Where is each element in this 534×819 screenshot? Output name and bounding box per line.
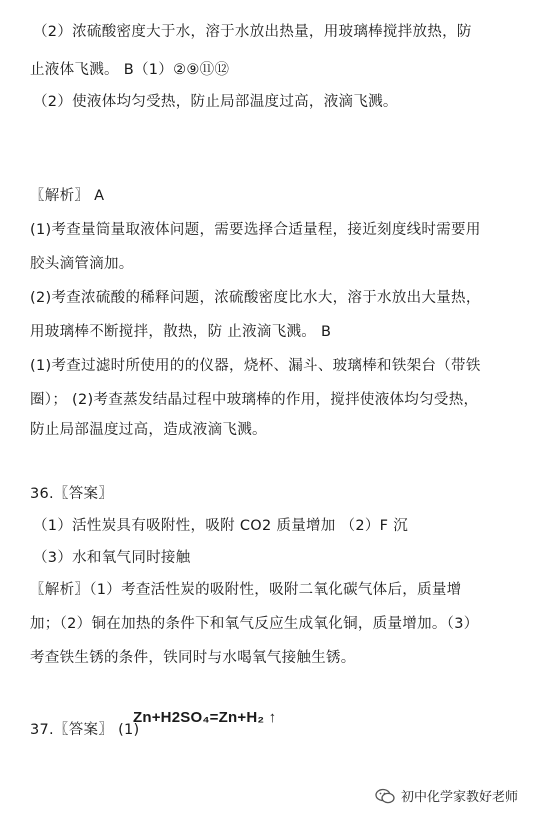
text-line: 加；（2）铜在加热的条件下和氧气反应生成氧化铜，质量增加。（3） — [30, 616, 479, 632]
text-line: 防止局部温度过高，造成液滴飞溅。 — [30, 422, 267, 438]
text-line: 胶头滴管滴加。 — [30, 256, 134, 272]
text-line: （2）使液体均匀受热，防止局部温度过高，液滴飞溅。 — [33, 94, 398, 110]
text-line: (1)考查量筒量取液体问题，需要选择合适量程，接近刻度线时需要用 — [30, 222, 481, 238]
text-line: (2)考查浓硫酸的稀释问题，浓硫酸密度比水大，溶于水放出大量热， — [30, 290, 481, 306]
chemical-formula: Zn+H2SO₄=Zn+H₂ ↑ — [133, 709, 277, 726]
text-line: （2）浓硫酸密度大于水，溶于水放出热量，用玻璃棒搅拌放热，防 — [33, 24, 472, 40]
text-line: 用玻璃棒不断搅拌，散热，防 止液滴飞溅。 B — [30, 324, 332, 340]
text-line: 〖解析〗 A — [30, 188, 105, 204]
text-line: (1)考查过滤时所使用的的仪器，烧杯、漏斗、玻璃棒和铁架台（带铁 — [30, 358, 481, 374]
text-line: 37.〖答案〗 (1) — [30, 722, 140, 738]
text-line: 圈）； (2)考查蒸发结晶过程中玻璃棒的作用，搅拌使液体均匀受热， — [30, 392, 479, 408]
text-line: （3）水和氧气同时接触 — [33, 550, 191, 566]
wechat-icon — [375, 788, 395, 804]
watermark-text: 初中化学家教好老师 — [400, 790, 518, 805]
text-line: 36.〖答案〗 — [30, 486, 114, 502]
text-line: 考查铁生锈的条件，铁同时与水喝氧气接触生锈。 — [30, 650, 356, 666]
text-line: 止液体飞溅。 B（1）②⑨⑪⑫ — [30, 62, 230, 78]
text-line: 〖解析〗（1）考查活性炭的吸附性，吸附二氧化碳气体后，质量增 — [30, 582, 462, 598]
text-line: （1）活性炭具有吸附性，吸附 CO2 质量增加 （2）F 沉 — [33, 518, 408, 534]
watermark — [375, 786, 518, 805]
